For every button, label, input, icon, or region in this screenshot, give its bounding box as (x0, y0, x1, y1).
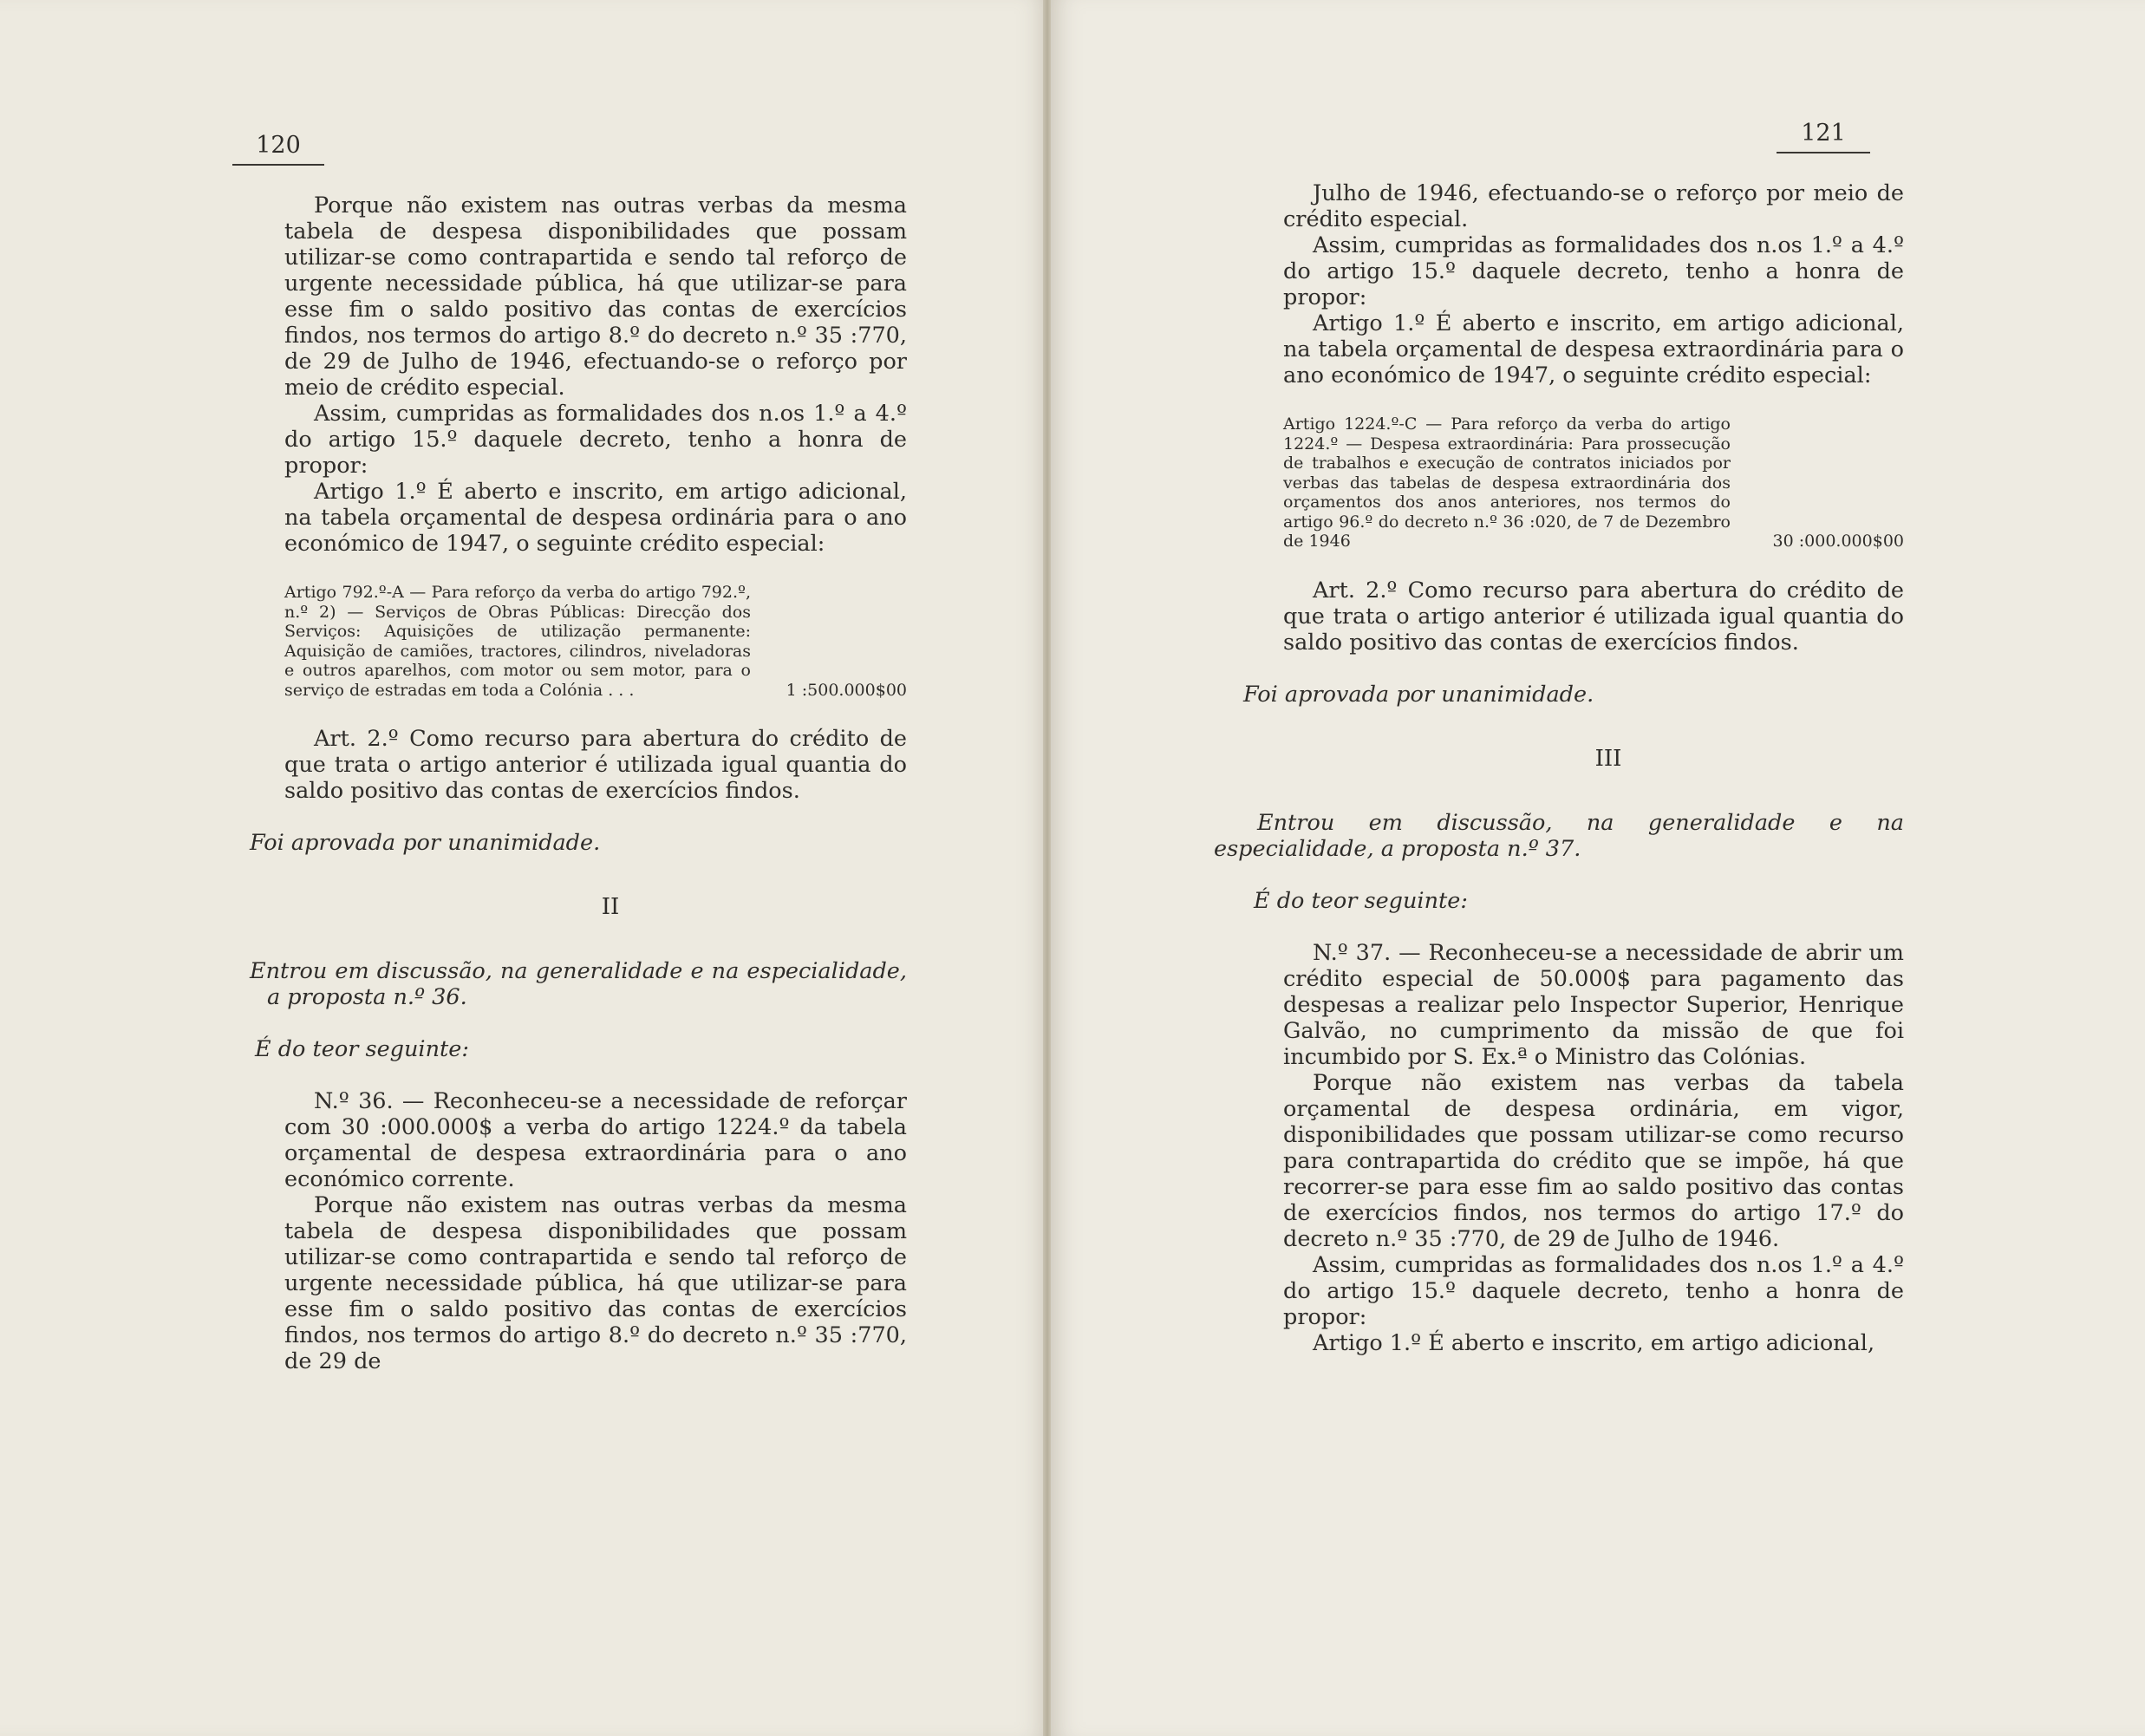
approval-note: Foi aprovada por unanimidade. (250, 830, 601, 856)
discussion-note: Entrou em discussão, na generalidade e na especialidade, a proposta n.º 37. (1214, 809, 1904, 862)
paragraph: Artigo 1.º É aberto e inscrito, em artigo adicional, na tabela orçamental de despesa extraordinária para o ano económico de 1947, o seguinte crédito especial: (1283, 310, 1904, 388)
right-column (1214, 180, 1904, 1356)
proposal-paragraph: Artigo 1.º É aberto e inscrito, em artigo adicional, (1313, 1329, 1875, 1356)
page-number-right: 121 (1777, 120, 1870, 153)
teor-note: É do teor seguinte: (255, 1036, 469, 1062)
proposal-paragraph: Assim, cumpridas as formalidades dos n.os 1.º a 4.º do artigo 15.º daquele decreto, tenho a honra de propor: (1283, 1251, 1904, 1330)
article-2: Art. 2.º Como recurso para abertura do crédito de que trata o artigo anterior é utilizada igual quantia do saldo positivo das contas de exercícios findos. (284, 726, 907, 804)
article-entry (1283, 414, 1904, 551)
paragraph: Artigo 1.º É aberto e inscrito, em artigo adicional, na tabela orçamental de despesa ordinária para o ano económico de 1947, o seguinte crédito especial: (284, 479, 907, 557)
approval-note: Foi aprovada por unanimidade. (1243, 681, 1594, 708)
right-page (1051, 0, 2145, 1736)
article-2: Art. 2.º Como recurso para abertura do crédito de que trata o artigo anterior é utilizada igual quantia do saldo positivo das contas de exercícios findos. (1283, 577, 1904, 656)
article-description: Artigo 792.º-A — Para reforço da verba do artigo 792.º, n.º 2) — Serviços de Obras Públicas: Direcção dos Serviços: Aquisições de utilização permanente: Aquisição de camiões, tractores, cilindros, niveladoras e outros aparelhos, com motor ou sem motor, para o serviço de estradas em toda a Colónia . . . (284, 583, 751, 700)
paragraph: Assim, cumpridas as formalidades dos n.os 1.º a 4.º do artigo 15.º daquele decreto, tenho a honra de propor: (1283, 232, 1904, 310)
teor-note: É do teor seguinte: (1254, 887, 1468, 914)
left-column (250, 193, 907, 1374)
proposal-paragraph: Porque não existem nas outras verbas da mesma tabela de despesa disponibilidades que possam utilizar-se como contrapartida e sendo tal reforço de urgente necessidade pública, há que utilizar-se para esse fim o saldo positivo das contas de exercícios findos, nos termos do artigo 8.º do decreto n.º 35 :770, de 29 de (284, 1192, 907, 1374)
proposal-paragraph: N.º 37. — Reconheceu-se a necessidade de abrir um crédito especial de 50.000$ para pagamento das despesas a realizar pelo Inspector Superior, Henrique Galvão, no cumprimento da missão de que foi incumbido por S. Ex.ª o Ministro das Colónias. (1283, 939, 1904, 1070)
proposal-paragraph: Porque não existem nas verbas da tabela orçamental de despesa ordinária, em vigor, disponibilidades que possam utilizar-se como recurso para contrapartida do crédito que se impõe, há que recorrer-se para esse fim ao saldo positivo das contas de exercícios findos, nos termos do artigo 17.º do decreto n.º 35 :770, de 29 de Julho de 1946. (1283, 1069, 1904, 1252)
proposal-paragraph: N.º 36. — Reconheceu-se a necessidade de reforçar com 30 :000.000$ a verba do artigo 1224.º da tabela orçamental de despesa extraordinária para o ano económico corrente. (284, 1088, 907, 1192)
page-number-left: 120 (232, 132, 324, 166)
article-description: Artigo 1224.º-C — Para reforço da verba do artigo 1224.º — Despesa extraordinária: Para prossecução de trabalhos e execução de contratos iniciados por verbas das tabelas de despesa extraordinária dos orçamentos dos anos anteriores, nos termos do artigo 96.º do decreto n.º 36 :020, de 7 de Dezembro de 1946 (1283, 414, 1731, 551)
paragraph: Julho de 1946, efectuando-se o reforço por meio de crédito especial. (1283, 180, 1904, 232)
section-heading: III (1594, 745, 1622, 772)
section-heading: II (601, 894, 620, 920)
article-entry (284, 583, 907, 700)
paragraph: Porque não existem nas outras verbas da mesma tabela de despesa disponibilidades que possam utilizar-se como contrapartida e sendo tal reforço de urgente necessidade pública, há que utilizar-se para esse fim o saldo positivo das contas de exercícios findos, nos termos do artigo 8.º do decreto n.º 35 :770, de 29 de Julho de 1946, efectuando-se o reforço por meio de crédito especial. (284, 193, 907, 401)
paragraph: Assim, cumpridas as formalidades dos n.os 1.º a 4.º do artigo 15.º daquele decreto, tenho a honra de propor: (284, 401, 907, 479)
article-amount: 1 :500.000$00 (786, 680, 907, 700)
article-amount: 30 :000.000$00 (1772, 532, 1904, 551)
discussion-note: Entrou em discussão, na generalidade e na especialidade, a proposta n.º 36. (250, 958, 907, 1010)
left-page (0, 0, 1045, 1736)
